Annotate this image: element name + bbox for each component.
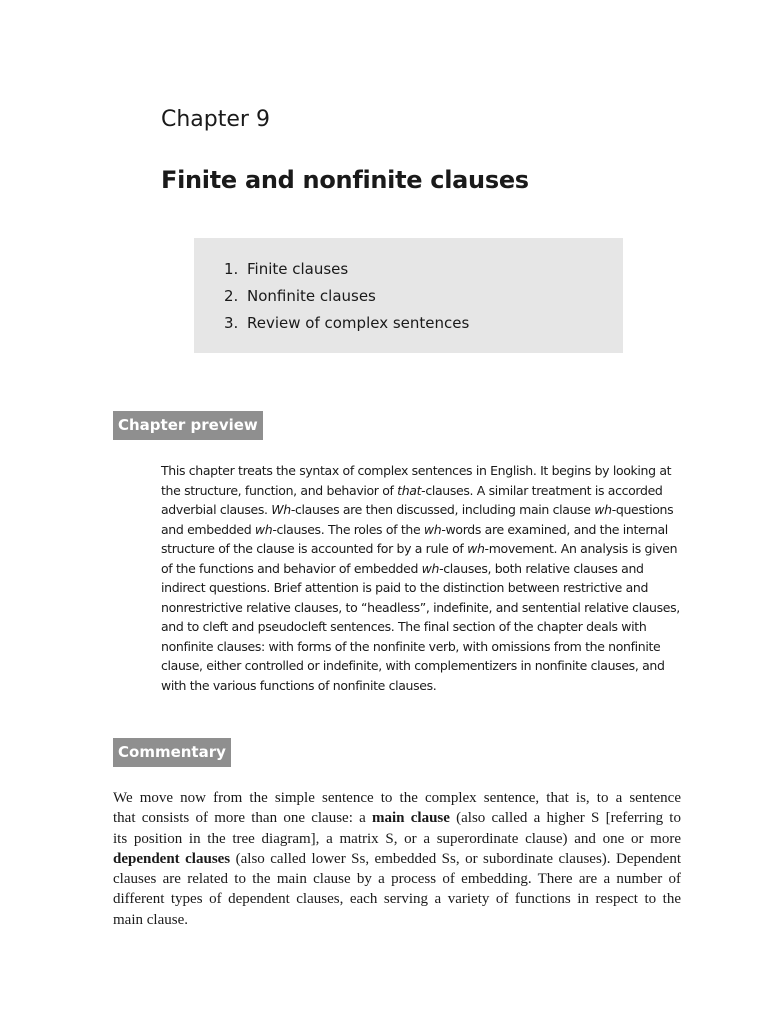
chapter-preview-paragraph (161, 461, 680, 695)
toc-item-label: Nonfinite clauses (247, 287, 376, 305)
toc-item-label: Finite clauses (247, 260, 349, 278)
term-main-clause: main clause (372, 810, 450, 827)
preview-line: the structure, function, and behavior of that-clauses. A similar treatment is accorded (161, 482, 663, 498)
chapter-preview-heading: Chapter preview (113, 411, 263, 440)
commentary-line: that consists of more than one clause: a main clause (also called a higher S [referring to (113, 810, 681, 827)
chapter-title: Finite and nonfinite clauses (161, 166, 529, 194)
toc-item (224, 310, 469, 337)
toc-item-number: 2. (224, 287, 239, 305)
toc-item-number: 3. (224, 314, 239, 332)
toc-item-label: Review of complex sentences (247, 314, 470, 332)
preview-line: of the functions and behavior of embedded wh-clauses, both relative clauses and (161, 560, 644, 576)
preview-line: adverbial clauses. Wh-clauses are then discussed, including main clause wh-questions (161, 502, 674, 517)
commentary-line: clauses are related to the main clause by a process of embedding. There are a number of (113, 871, 681, 888)
preview-line: structure of the clause is accounted for by a rule of wh-movement. An analysis is given (161, 541, 678, 556)
chapter-contents-box (194, 238, 623, 353)
commentary-line: dependent clauses (also called lower Ss, embedded Ss, or subordinate clauses). Dependent (113, 850, 681, 867)
toc-item-number: 1. (224, 260, 239, 278)
toc-item (224, 283, 469, 310)
preview-line: nonfinite clauses: with forms of the nonfinite verb, with omissions from the nonfinite (161, 638, 661, 654)
commentary-heading: Commentary (113, 738, 231, 767)
preview-line: nonrestrictive relative clauses, to “headless”, indefinite, and sentential relative clauses, (161, 599, 680, 615)
toc-item (224, 256, 469, 283)
chapter-contents-list (224, 256, 469, 337)
commentary-line: main clause. (113, 911, 188, 928)
preview-line: and to cleft and pseudocleft sentences. The final section of the chapter deals with (161, 619, 647, 634)
commentary-line: We move now from the simple sentence to the complex sentence, that is, to a sentence (113, 790, 681, 806)
commentary-line: its position in the tree diagram], a matrix S, or a superordinate clause) and one or more (113, 830, 681, 847)
preview-line: with the various functions of nonfinite clauses. (161, 677, 437, 693)
term-dependent-clauses: dependent clauses (113, 850, 231, 867)
preview-line: and embedded wh-clauses. The roles of the wh-words are examined, and the internal (161, 521, 668, 537)
preview-line: clause, either controlled or indefinite, with complementizers in nonfinite clauses, and (161, 658, 665, 673)
commentary-line: different types of dependent clauses, each serving a variety of functions in respect to the (113, 891, 681, 908)
preview-line: indirect questions. Brief attention is paid to the distinction between restrictive and (161, 580, 649, 595)
commentary-paragraph (113, 788, 681, 930)
preview-line: This chapter treats the syntax of complex sentences in English. It begins by looking at (161, 463, 672, 478)
chapter-label: Chapter 9 (161, 107, 270, 132)
